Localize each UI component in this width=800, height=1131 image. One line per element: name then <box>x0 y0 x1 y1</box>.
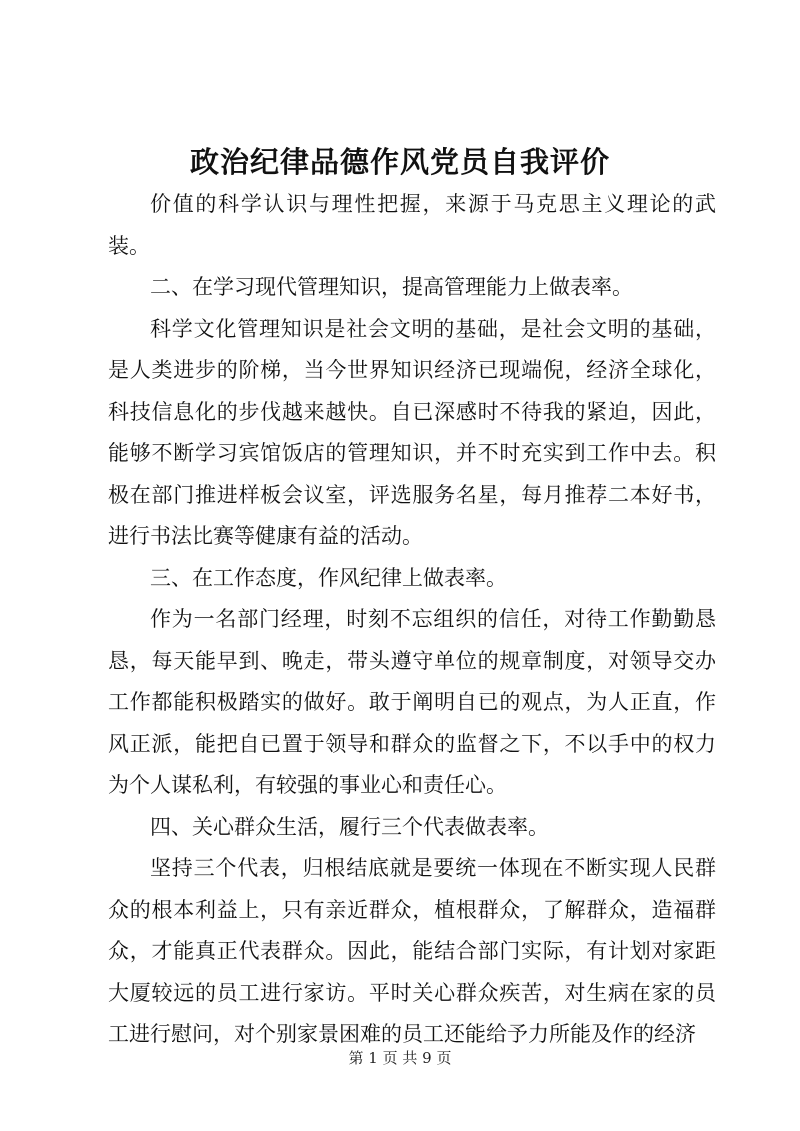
section-heading: 四、关心群众生活，履行三个代表做表率。 <box>150 814 549 839</box>
document-body <box>108 184 716 1056</box>
paragraph: 坚持三个代表，归根结底就是要统一体现在不断实现人民群众的根本利益上，只有亲近群众，植根群众，了解群众，造福群众，才能真正代表群众。因此，能结合部门实际，有计划对家距大厦较远的员工进行家访。平时关心群众疾苦，对生病在家的员工进行慰问，对个别家景困难的员工还能给予力所能及作的经济 <box>108 856 716 1046</box>
page-footer: 第 1 页 共 9 页 <box>348 1049 452 1067</box>
section-heading: 三、在工作态度，作风纪律上做表率。 <box>150 565 507 590</box>
paragraph: 价值的科学认识与理性把握，来源于马克思主义理论的武装。 <box>108 192 716 258</box>
document-title: 政治纪律品德作风党员自我评价 <box>189 145 610 179</box>
paragraph: 作为一名部门经理，时刻不忘组织的信任，对待工作勤勤恳恳，每天能早到、晚走，带头遵守单位的规章制度，对领导交办工作都能积极踏实的做好。敢于阐明自已的观点，为人正直，作风正派，能把自已置于领导和群众的监督之下，不以手中的权力为个人谋私利，有较强的事业心和责任心。 <box>108 607 716 797</box>
section-heading: 二、在学习现代管理知识，提高管理能力上做表率。 <box>150 275 633 299</box>
paragraph: 科学文化管理知识是社会文明的基础，是社会文明的基础，是人类进步的阶梯，当今世界知识经济已现端倪，经济全球化，科技信息化的步伐越来越快。自已深感时不待我的紧迫，因此，能够不断学习宾馆饭店的管理知识，并不时充实到工作中去。积极在部门推进样板会议室，评选服务名星，每月推荐二本好书，进行书法比赛等健康有益的活动。 <box>108 316 716 548</box>
